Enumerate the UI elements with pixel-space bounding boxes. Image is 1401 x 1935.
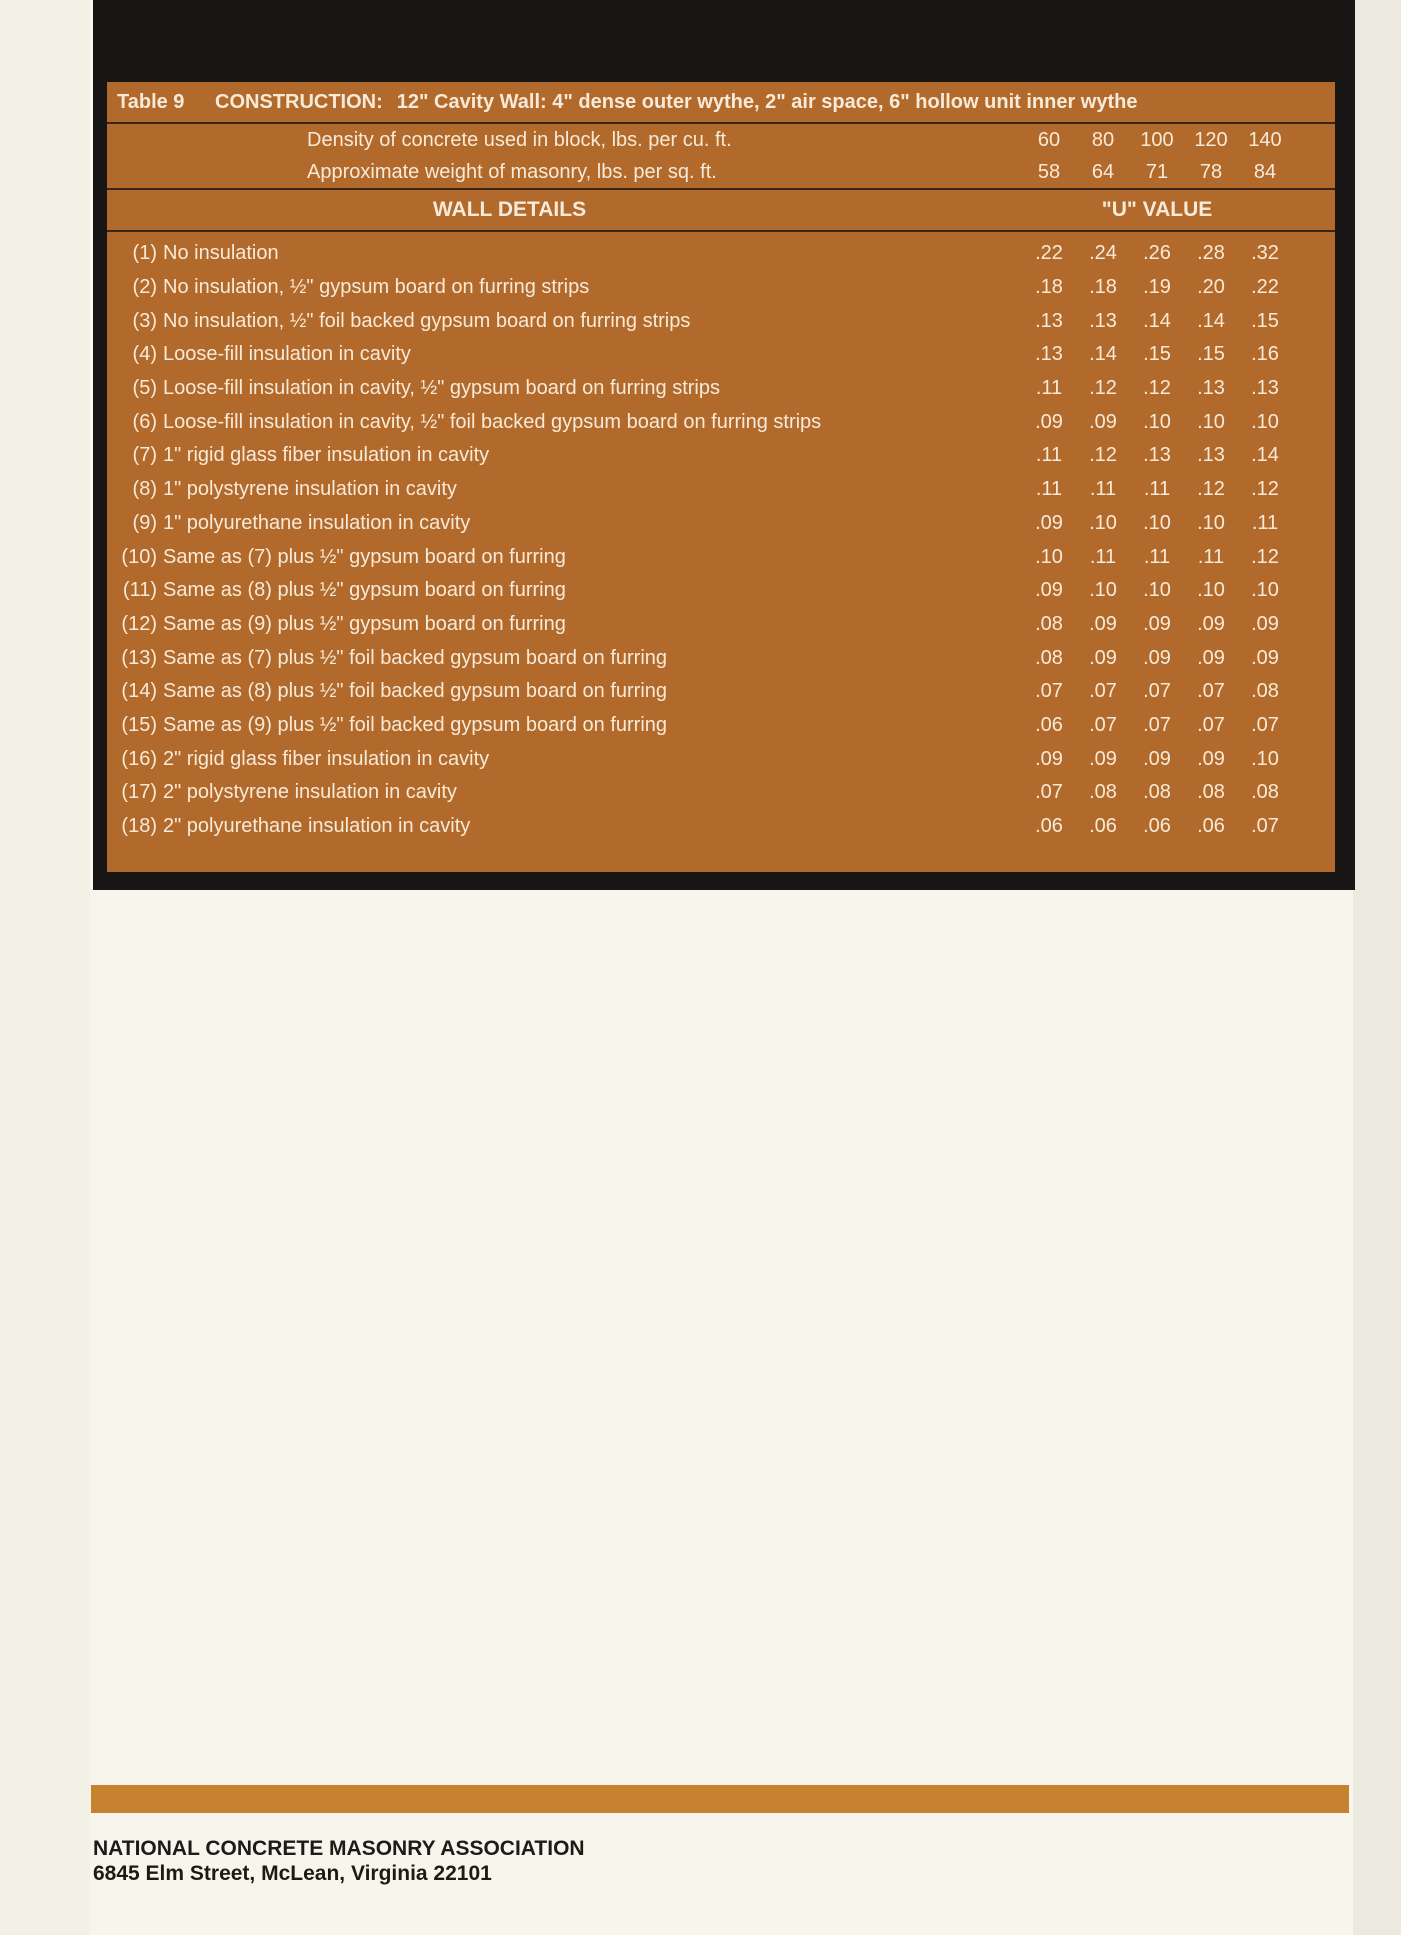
table-row [107, 540, 1335, 574]
density-value: 100 [1140, 128, 1174, 151]
u-value-cell: .10 [1143, 511, 1171, 534]
u-value-cell: .06 [1089, 815, 1117, 838]
u-value-cell: .08 [1251, 781, 1279, 804]
u-value-cell: .11 [1035, 444, 1063, 467]
u-value-cell: .07 [1035, 781, 1063, 804]
u-value-cell: .08 [1035, 612, 1063, 635]
u-value-cell: .12 [1197, 478, 1225, 501]
u-value-cell: .09 [1197, 747, 1225, 770]
weight-value: 64 [1091, 160, 1115, 183]
column-header-row [107, 190, 1335, 232]
weight-value: 71 [1145, 160, 1169, 183]
u-value-cell: .11 [1197, 545, 1225, 568]
row-number: (17) [121, 781, 157, 804]
u-value-cell: .11 [1089, 545, 1117, 568]
row-description: 2" polyurethane insulation in cavity [163, 815, 471, 838]
table-row [107, 338, 1335, 372]
row-description: 1" polystyrene insulation in cavity [163, 478, 457, 501]
table-row [107, 810, 1335, 844]
u-value-cell: .13 [1197, 377, 1225, 400]
u-value-cell: .09 [1197, 646, 1225, 669]
publisher-block [93, 1836, 585, 1886]
u-value-cell: .22 [1251, 276, 1279, 299]
row-u-values [1022, 781, 1312, 804]
row-number: (11) [122, 579, 157, 602]
row-description: Same as (8) plus ½" foil backed gypsum board on furring [163, 680, 668, 703]
density-value: 140 [1248, 128, 1282, 151]
row-number: (6) [132, 410, 157, 433]
u-value-cell: .13 [1035, 309, 1063, 332]
u-value-cell: .20 [1197, 276, 1225, 299]
row-description: Same as (8) plus ½" gypsum board on furring [163, 579, 566, 602]
u-value-cell: .19 [1143, 276, 1171, 299]
u-value-cell: .24 [1089, 242, 1117, 265]
u-value-cell: .16 [1251, 343, 1279, 366]
row-number: (14) [121, 680, 157, 703]
row-description: 2" rigid glass fiber insulation in cavity [163, 747, 490, 770]
u-value-cell: .07 [1089, 680, 1117, 703]
row-description: Loose-fill insulation in cavity [163, 343, 411, 366]
u-value-cell: .09 [1089, 410, 1117, 433]
u-value-cell: .08 [1089, 781, 1117, 804]
construction-label: CONSTRUCTION: [215, 90, 383, 113]
u-value-cell: .12 [1089, 377, 1117, 400]
table-row [107, 742, 1335, 776]
u-value-header: "U" VALUE [1101, 198, 1213, 221]
table-row [107, 675, 1335, 709]
row-description: No insulation, ½" gypsum board on furring strips [163, 276, 590, 299]
row-description: No insulation, ½" foil backed gypsum board on furring strips [163, 309, 691, 332]
row-number: (10) [121, 545, 157, 568]
u-value-cell: .09 [1143, 646, 1171, 669]
u-value-cell: .10 [1089, 579, 1117, 602]
u-value-cell: .08 [1143, 781, 1171, 804]
u-value-cell: .14 [1143, 309, 1171, 332]
u-value-cell: .12 [1251, 545, 1279, 568]
row-u-values [1022, 512, 1312, 535]
weight-value: 58 [1037, 160, 1061, 183]
u-value-cell: .13 [1143, 444, 1171, 467]
weight-label: Approximate weight of masonry, lbs. per sq. ft. [307, 160, 717, 183]
row-u-values [1022, 748, 1312, 771]
u-value-cell: .07 [1035, 680, 1063, 703]
row-description: Same as (7) plus ½" foil backed gypsum board on furring [163, 646, 668, 669]
u-value-cell: .09 [1035, 511, 1063, 534]
table-row [107, 709, 1335, 743]
table-row [107, 405, 1335, 439]
u-value-cell: .09 [1251, 646, 1279, 669]
u-value-cell: .06 [1197, 815, 1225, 838]
row-description: Same as (9) plus ½" gypsum board on furring [163, 612, 566, 635]
u-value-cell: .13 [1251, 377, 1279, 400]
u-value-cell: .14 [1251, 444, 1279, 467]
u-value-cell: .10 [1143, 579, 1171, 602]
u-value-cell: .06 [1035, 815, 1063, 838]
table-row [107, 574, 1335, 608]
row-u-values [1022, 242, 1312, 265]
row-number: (4) [132, 343, 157, 366]
row-description: Same as (9) plus ½" foil backed gypsum board on furring [163, 713, 668, 736]
u-value-cell: .07 [1197, 680, 1225, 703]
density-row [107, 124, 1335, 156]
weight-value: 84 [1253, 160, 1277, 183]
u-value-cell: .09 [1089, 747, 1117, 770]
u-value-cell: .10 [1251, 410, 1279, 433]
row-number: (16) [121, 747, 157, 770]
row-u-values [1022, 377, 1312, 400]
table-row [107, 507, 1335, 541]
density-value: 60 [1037, 128, 1061, 151]
u-value-cell: .18 [1089, 276, 1117, 299]
u-value-cell: .10 [1251, 747, 1279, 770]
row-number: (8) [132, 478, 157, 501]
u-value-cell: .09 [1035, 747, 1063, 770]
u-value-cell: .08 [1251, 680, 1279, 703]
u-value-cell: .10 [1251, 579, 1279, 602]
row-u-values [1022, 579, 1312, 602]
u-value-cell: .11 [1143, 545, 1171, 568]
u-value-cell: .11 [1251, 511, 1279, 534]
u-value-table [107, 82, 1335, 872]
u-value-cell: .11 [1035, 377, 1063, 400]
row-u-values [1022, 546, 1312, 569]
u-value-cell: .10 [1035, 545, 1063, 568]
u-value-cell: .14 [1197, 309, 1225, 332]
u-value-cell: .26 [1143, 242, 1171, 265]
row-u-values [1022, 478, 1312, 501]
u-value-cell: .09 [1197, 612, 1225, 635]
row-description: No insulation [163, 242, 279, 265]
u-value-cell: .09 [1035, 410, 1063, 433]
weight-values [1022, 161, 1312, 184]
row-description: 2" polystyrene insulation in cavity [163, 781, 457, 804]
u-value-cell: .15 [1197, 343, 1225, 366]
row-description: 1" polyurethane insulation in cavity [163, 511, 471, 534]
u-value-cell: .22 [1035, 242, 1063, 265]
org-address: 6845 Elm Street, McLean, Virginia 22101 [93, 1862, 492, 1885]
u-value-cell: .08 [1035, 646, 1063, 669]
u-value-cell: .14 [1089, 343, 1117, 366]
u-value-cell: .12 [1143, 377, 1171, 400]
u-value-cell: .13 [1197, 444, 1225, 467]
table-row [107, 237, 1335, 271]
table-row [107, 304, 1335, 338]
u-value-cell: .10 [1197, 579, 1225, 602]
u-value-cell: .07 [1197, 713, 1225, 736]
u-value-cell: .10 [1197, 410, 1225, 433]
u-value-cell: .06 [1035, 713, 1063, 736]
u-value-cell: .28 [1197, 242, 1225, 265]
u-value-cell: .13 [1035, 343, 1063, 366]
u-value-cell: .10 [1089, 511, 1117, 534]
u-value-cell: .07 [1251, 815, 1279, 838]
row-u-values [1022, 444, 1312, 467]
u-value-cell: .09 [1035, 579, 1063, 602]
u-value-cell: .09 [1143, 747, 1171, 770]
u-value-cell: .11 [1035, 478, 1063, 501]
u-value-cell: .07 [1143, 680, 1171, 703]
row-number: (9) [132, 511, 157, 534]
u-value-cell: .09 [1089, 646, 1117, 669]
u-value-cell: .09 [1251, 612, 1279, 635]
u-value-cell: .08 [1197, 781, 1225, 804]
row-description: Loose-fill insulation in cavity, ½" foil backed gypsum board on furring strips [163, 410, 822, 433]
row-u-values [1022, 411, 1312, 434]
row-number: (13) [121, 646, 157, 669]
row-u-values [1022, 647, 1312, 670]
u-value-cell: .07 [1143, 713, 1171, 736]
table-row [107, 439, 1335, 473]
u-value-cell: .09 [1143, 612, 1171, 635]
density-value: 80 [1091, 128, 1115, 151]
row-u-values [1022, 310, 1312, 333]
row-description: 1" rigid glass fiber insulation in cavity [163, 444, 490, 467]
table-title-row [107, 82, 1335, 124]
row-number: (12) [121, 612, 157, 635]
page-margin [0, 0, 90, 1935]
u-value-cell: .12 [1251, 478, 1279, 501]
org-name: NATIONAL CONCRETE MASONRY ASSOCIATION [93, 1837, 585, 1860]
u-value-cell: .11 [1143, 478, 1171, 501]
wall-details-header: WALL DETAILS [432, 198, 587, 221]
row-description: Loose-fill insulation in cavity, ½" gypsum board on furring strips [163, 377, 720, 400]
table-row [107, 271, 1335, 305]
page-edge [1353, 0, 1401, 1935]
row-number: (15) [121, 713, 157, 736]
weight-value: 78 [1199, 160, 1223, 183]
u-value-cell: .07 [1251, 713, 1279, 736]
row-u-values [1022, 714, 1312, 737]
density-values [1022, 129, 1312, 152]
row-u-values [1022, 343, 1312, 366]
table-row [107, 608, 1335, 642]
weight-row [107, 156, 1335, 188]
u-value-cell: .07 [1089, 713, 1117, 736]
u-value-cell: .15 [1143, 343, 1171, 366]
table-row [107, 372, 1335, 406]
row-number: (5) [132, 377, 157, 400]
u-value-cell: .09 [1089, 612, 1117, 635]
row-u-values [1022, 613, 1312, 636]
footer-accent-bar [91, 1785, 1349, 1813]
u-value-cell: .32 [1251, 242, 1279, 265]
density-label: Density of concrete used in block, lbs. per cu. ft. [307, 128, 732, 151]
row-u-values [1022, 680, 1312, 703]
u-value-cell: .10 [1143, 410, 1171, 433]
row-number: (2) [132, 276, 157, 299]
table-row [107, 641, 1335, 675]
row-number: (3) [132, 309, 157, 332]
row-description: Same as (7) plus ½" gypsum board on furring [163, 545, 566, 568]
table-row [107, 776, 1335, 810]
construction-description: 12" Cavity Wall: 4" dense outer wythe, 2" air space, 6" hollow unit inner wythe [396, 90, 1138, 113]
row-u-values [1022, 815, 1312, 838]
u-value-cell: .11 [1089, 478, 1117, 501]
row-number: (7) [132, 444, 157, 467]
u-value-cell: .15 [1251, 309, 1279, 332]
row-u-values [1022, 276, 1312, 299]
u-value-cell: .12 [1089, 444, 1117, 467]
row-number: (1) [132, 242, 157, 265]
u-value-cell: .10 [1197, 511, 1225, 534]
u-value-cell: .06 [1143, 815, 1171, 838]
wall-detail-rows [107, 232, 1335, 843]
row-number: (18) [121, 815, 157, 838]
density-value: 120 [1194, 128, 1228, 151]
table-number: Table 9 [117, 90, 185, 113]
u-value-cell: .18 [1035, 276, 1063, 299]
u-value-cell: .13 [1089, 309, 1117, 332]
table-row [107, 473, 1335, 507]
